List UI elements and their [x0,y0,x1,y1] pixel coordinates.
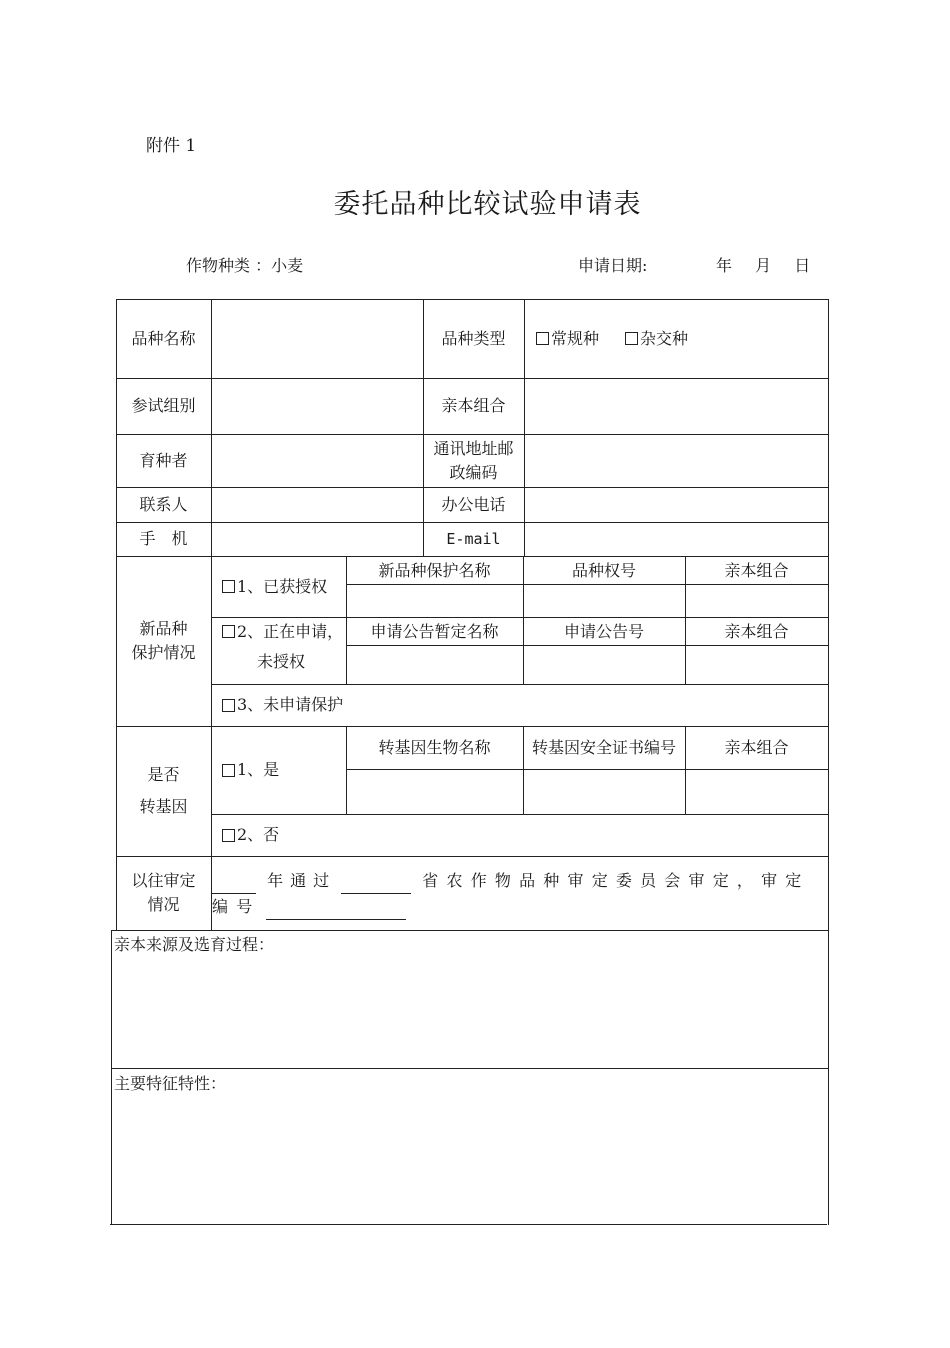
protection-label [116,556,211,726]
approval-province-blank[interactable] [341,875,411,894]
contact-field[interactable] [212,488,423,522]
protection-granted-option[interactable] [222,556,346,617]
conventional-label: 常规种 [551,328,600,348]
office-phone-field[interactable] [525,488,828,522]
variety-name-label: 品种名称 [131,328,196,348]
gmo-certificate-field[interactable] [524,770,685,814]
prior-approval-label-line1: 以往审定 [131,871,196,890]
trial-group-field[interactable] [212,379,423,434]
announcement-name-field[interactable] [347,646,523,684]
breeder-field[interactable] [212,435,423,487]
crop-type: 作物种类 ：小麦 [186,256,304,275]
approval-year-text: 年通过 [267,871,337,890]
address-label-line1: 通讯地址邮 [433,438,514,458]
parent-combo-field[interactable] [525,379,828,434]
protection-pending-option[interactable] [222,617,346,684]
protection-none-option[interactable] [222,684,822,726]
protection-granted-label: 1、已获授权 [237,576,328,596]
protection-parent-header: 亲本组合 [724,560,789,580]
main-traits-field[interactable] [112,1096,826,1222]
protection-label-line1: 新品种 [139,619,188,638]
form-title: 委托品种比较试验申请表 [333,189,642,220]
breeder-label: 育种者 [139,450,188,470]
prior-approval-label-line2: 情况 [147,895,180,914]
protection-pending-label-line1: 2、正在申请， [237,622,344,641]
variety-right-no-field[interactable] [524,585,685,617]
contact-label: 联系人 [139,494,188,514]
hybrid-option[interactable] [625,327,688,351]
hybrid-checkbox[interactable] [625,332,638,345]
trial-group-label: 参试组别 [131,396,196,415]
protection-parent-field[interactable] [686,585,828,617]
pending-parent-field[interactable] [686,646,828,684]
variety-type-options [536,299,826,378]
transgenic-label [116,726,211,856]
mobile-label: 手 机 [139,529,188,548]
address-postcode-label [423,434,524,487]
protection-name-header: 新品种保护名称 [378,560,491,580]
mobile-field[interactable] [212,523,423,556]
address-label-line2: 政编码 [449,462,498,482]
conventional-checkbox[interactable] [536,332,549,345]
protection-label-line2: 保护情况 [131,643,196,662]
conventional-option[interactable] [536,327,599,351]
transgenic-no-option[interactable] [222,814,822,856]
variety-type-label: 品种类型 [441,328,506,348]
gmo-parent-header: 亲本组合 [724,738,789,757]
parent-source-field[interactable] [112,958,827,1066]
transgenic-yes-checkbox[interactable] [222,764,235,777]
transgenic-yes-label: 1、是 [237,760,280,779]
apply-date-label: 申请日期: [578,256,648,275]
email-label: E-mail [446,530,501,548]
gmo-name-field[interactable] [347,770,523,814]
protection-pending-checkbox[interactable] [222,625,235,638]
announcement-no-header: 申请公告号 [563,621,644,641]
prior-approval-label [116,856,211,930]
gmo-name-header: 转基因生物名称 [378,738,491,757]
approval-committee-text: 省农作物品种审定委员会审定，审定编号 [212,871,810,916]
transgenic-yes-option[interactable] [222,726,346,814]
main-traits-label: 主要特征特性： [114,1074,227,1093]
protection-pending-label-line2: 未授权 [257,652,306,671]
announcement-name-header: 申请公告暂定名称 [370,621,499,641]
variety-name-field[interactable] [212,300,423,378]
protection-none-checkbox[interactable] [222,699,235,712]
pending-parent-header: 亲本组合 [724,621,789,641]
email-field[interactable] [525,523,828,556]
transgenic-no-label: 2、否 [237,825,280,844]
parent-source-label: 亲本来源及选育过程： [114,935,275,954]
gmo-certificate-header: 转基因安全证书编号 [531,738,676,757]
office-phone-label: 办公电话 [441,494,506,514]
protection-none-label: 3、未申请保护 [237,695,344,714]
approval-year-blank[interactable] [212,875,256,894]
date-year-unit: 年 [716,256,733,275]
transgenic-label-line2: 转基因 [139,797,188,816]
attachment-label: 附件 1 [146,136,197,156]
transgenic-no-checkbox[interactable] [222,829,235,842]
address-postcode-field[interactable] [525,435,828,487]
protection-name-field[interactable] [347,585,523,617]
date-day-unit: 日 [794,256,811,275]
hybrid-label: 杂交种 [640,328,689,348]
gmo-parent-field[interactable] [686,770,828,814]
variety-right-no-header: 品种权号 [571,560,636,580]
protection-granted-checkbox[interactable] [222,580,235,593]
announcement-no-field[interactable] [524,646,685,684]
parent-combo-label: 亲本组合 [441,396,506,415]
transgenic-label-line1: 是否 [147,765,180,784]
prior-approval-text [212,868,828,920]
approval-number-blank[interactable] [266,901,406,920]
apply-date-units [716,253,828,276]
date-month-unit: 月 [755,256,772,275]
